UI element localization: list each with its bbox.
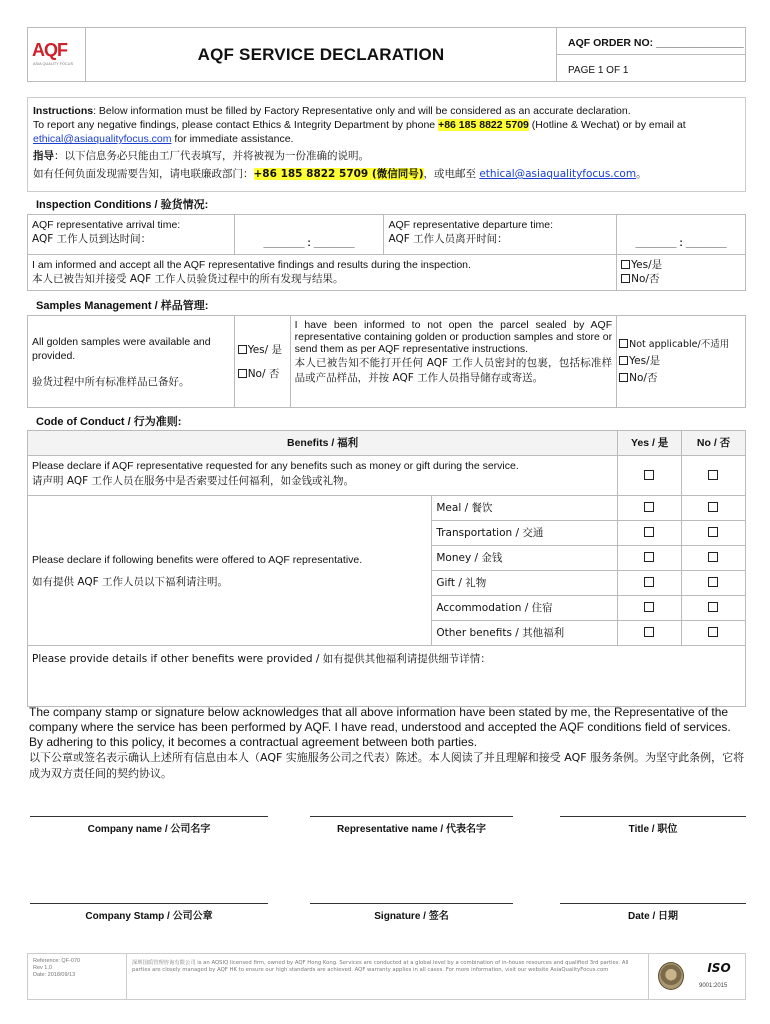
instructions-zh-text: ：以下信息务必只能由工厂代表填写，并将被视为一份准确的说明。 xyxy=(54,150,369,162)
instructions-text: : Below information must be filled by Factory Representative only and will be considered as an accurate declaration. xyxy=(93,105,631,117)
instructions-zh-2 xyxy=(33,166,740,182)
order-number[interactable]: AQF ORDER NO: _______________ xyxy=(557,28,746,55)
arrival-label-zh: AQF 工作人员到达时间： xyxy=(32,233,152,245)
accommodation-yes-checkbox[interactable] xyxy=(644,602,654,612)
gift-no-cell xyxy=(682,571,746,596)
golden-samples-zh: 验货过程中所有标准样品已备好。 xyxy=(32,375,190,388)
benefit-item: Money / 金钱 xyxy=(432,546,618,571)
golden-yes-option[interactable] xyxy=(238,343,287,357)
gift-yes-cell xyxy=(618,571,682,596)
golden-samples-en: All golden samples were available and provided. xyxy=(32,335,211,362)
request-yes-checkbox[interactable] xyxy=(644,470,654,480)
logo-mark: AQF xyxy=(32,40,67,60)
iso-logo-icon: ISO xyxy=(707,961,731,975)
report-zh-text-2: ，或电邮至 xyxy=(423,168,480,180)
logo-cell xyxy=(28,28,86,81)
instructions-zh-1 xyxy=(33,148,740,164)
page-title: AQF SERVICE DECLARATION xyxy=(197,44,445,64)
report-zh-text-3: 。 xyxy=(636,168,647,180)
page-number: PAGE 1 OF 1 xyxy=(568,65,629,76)
parcel-no-option[interactable] xyxy=(619,370,743,387)
acknowledgement-zh: 以下公章或签名表示确认上述所有信息由本人（AQF 实施服务公司之代表）陈述。本人阅读了并且理解和接受 AQF 服务条例。为坚守此条例，它将成为双方责任间的契约协议。 xyxy=(29,751,745,780)
accreditation-seal-icon xyxy=(658,962,684,990)
other-yes-cell xyxy=(618,621,682,646)
accept-yes-label: Yes/是 xyxy=(631,259,663,271)
samples-heading: Samples Management / 样品管理: xyxy=(36,300,209,312)
departure-label-zh: AQF 工作人员离开时间： xyxy=(388,233,508,245)
benefit-item: Other benefits / 其他福利 xyxy=(432,621,618,646)
benefits-offered-en: Please declare if following benefits were offered to AQF representative. xyxy=(32,553,363,566)
other-benefits-details[interactable]: Please provide details if other benefits were provided / 如有提供其他福利请提供细节详情： xyxy=(28,646,746,707)
accommodation-no-cell xyxy=(682,596,746,621)
accept-no-label: No/否 xyxy=(631,273,660,285)
accommodation-yes-cell xyxy=(618,596,682,621)
no-header: No / 否 xyxy=(682,431,746,456)
accommodation-no-checkbox[interactable] xyxy=(708,602,718,612)
accept-findings-zh: 本人已被告知并接受 AQF 工作人员验货过程中的所有发现与结果。 xyxy=(32,273,344,285)
transport-no-cell xyxy=(682,521,746,546)
meal-no-checkbox[interactable] xyxy=(708,502,718,512)
checkbox-icon[interactable] xyxy=(238,369,247,378)
other-no-cell xyxy=(682,621,746,646)
certification-badges xyxy=(649,954,746,999)
arrival-label-cell xyxy=(28,215,235,255)
instructions-box xyxy=(27,97,746,192)
benefit-item: Meal / 餐饮 xyxy=(432,496,618,521)
instructions-en-1 xyxy=(33,104,740,118)
golden-no-option[interactable] xyxy=(238,367,287,381)
other-yes-checkbox[interactable] xyxy=(644,627,654,637)
aqf-logo xyxy=(32,38,82,68)
parcel-yes-label: Yes/是 xyxy=(629,355,661,367)
email-link-zh[interactable]: ethical@asiaqualityfocus.com xyxy=(479,168,637,180)
accept-no-option[interactable] xyxy=(621,272,741,286)
checkbox-icon[interactable] xyxy=(621,260,630,269)
golden-no-label: No/ 否 xyxy=(247,367,280,380)
inspection-table xyxy=(27,214,746,291)
transport-yes-cell xyxy=(618,521,682,546)
report-text-3: for immediate assistance. xyxy=(171,133,294,145)
parcel-no-label: No/否 xyxy=(629,372,658,384)
accept-findings-cell xyxy=(28,255,617,291)
golden-yes-label: Yes/ 是 xyxy=(247,343,283,356)
acknowledgement xyxy=(29,705,745,782)
request-no-cell xyxy=(682,456,746,496)
logo-subtitle: ASIA QUALITY FOCUS xyxy=(33,62,74,66)
money-no-checkbox[interactable] xyxy=(708,552,718,562)
parcel-na-label: Not applicable/不适用 xyxy=(629,339,730,350)
departure-time-field[interactable]: _______ : _______ xyxy=(617,215,746,255)
money-no-cell xyxy=(682,546,746,571)
date-field[interactable]: Date / 日期 xyxy=(560,903,746,922)
title-cell xyxy=(86,28,557,81)
arrival-label-en: AQF representative arrival time: xyxy=(32,219,181,231)
benefits-offered-zh: 如有提供 AQF 工作人员以下福利请注明。 xyxy=(32,575,228,588)
yes-header: Yes / 是 xyxy=(618,431,682,456)
revision: Rev 1.0 xyxy=(33,965,52,971)
departure-label-en: AQF representative departure time: xyxy=(388,219,554,231)
representative-name-field[interactable]: Representative name / 代表名字 xyxy=(310,816,513,835)
meal-yes-cell xyxy=(618,496,682,521)
email-link[interactable]: ethical@asiaqualityfocus.com xyxy=(33,133,172,145)
conduct-heading: Code of Conduct / 行为准则: xyxy=(36,416,182,428)
header-box xyxy=(27,27,746,82)
footer-disclaimer: 深圳国质管理咨询有限公司 is an AQSIQ licensed firm, owned by AQF Hong Kong. Services are conducted at a global level by a combination of in-house resources and qualified 3rd parties. All parties are closely managed by AQF HK to ensure our high standards are achieved. AQF warranty applies in all cases. For more information, visit our website AsiaQualityFocus.com xyxy=(127,954,649,999)
meal-no-cell xyxy=(682,496,746,521)
gift-yes-checkbox[interactable] xyxy=(644,577,654,587)
accept-findings-en: I am informed and accept all the AQF representative findings and results during the inspection. xyxy=(32,259,471,271)
accept-options-cell xyxy=(617,255,746,291)
benefits-request-cell xyxy=(28,456,618,496)
golden-options-cell xyxy=(234,316,290,408)
hotline-phone: +86 185 8822 5709 xyxy=(438,119,529,131)
checkbox-icon[interactable] xyxy=(619,373,628,382)
reference-number: Reference: QF-070 xyxy=(33,958,81,964)
checkbox-icon[interactable] xyxy=(621,274,630,283)
report-text: To report any negative findings, please contact Ethics & Integrity Department by phone xyxy=(33,119,439,131)
hotline-phone-zh: +86 185 8822 5709 (微信同号) xyxy=(253,168,424,180)
checkbox-icon[interactable] xyxy=(238,345,247,354)
benefits-request-en: Please declare if AQF representative requested for any benefits such as money or gift during the service. xyxy=(32,460,519,472)
instructions-zh-label: 指导 xyxy=(33,150,54,162)
iso-standard: 9001:2015 xyxy=(699,983,728,989)
samples-table xyxy=(27,315,746,408)
report-text-2: (Hotline & Wechat) or by email at xyxy=(528,119,686,131)
acknowledgement-en: The company stamp or signature below acknowledges that all above information have been stated by me, the Representative of the company where the service has been performed by AQF. I have read, understood and accepted the AQF conditions field of services. By adhering to this policy, it becomes a contractual agreement between both parties. xyxy=(29,705,731,749)
transport-yes-checkbox[interactable] xyxy=(644,527,654,537)
accept-yes-option[interactable] xyxy=(621,258,741,272)
benefit-item: Gift / 礼物 xyxy=(432,571,618,596)
request-no-checkbox[interactable] xyxy=(708,470,718,480)
parcel-zh: 本人已被告知不能打开任何 AQF 工作人员密封的包裹，包括标准样品或产品样品，并按 AQF 工作人员指导储存或寄送。 xyxy=(294,357,613,384)
departure-label-cell xyxy=(384,215,617,255)
golden-samples-cell xyxy=(28,316,235,408)
checkbox-icon[interactable] xyxy=(619,356,628,365)
gift-no-checkbox[interactable] xyxy=(708,577,718,587)
company-stamp-field[interactable]: Company Stamp / 公司公章 xyxy=(30,903,268,922)
signature-field[interactable]: Signature / 签名 xyxy=(310,903,513,922)
conduct-table xyxy=(27,430,746,707)
instructions-label: Instructions xyxy=(33,105,94,117)
money-yes-checkbox[interactable] xyxy=(644,552,654,562)
benefits-header: Benefits / 福利 xyxy=(28,431,618,456)
transport-no-checkbox[interactable] xyxy=(708,527,718,537)
money-yes-cell xyxy=(618,546,682,571)
arrival-time-field[interactable]: _______ : _______ xyxy=(234,215,384,255)
benefit-item: Accommodation / 住宿 xyxy=(432,596,618,621)
inspection-heading: Inspection Conditions / 验货情况: xyxy=(36,199,209,211)
checkbox-icon[interactable] xyxy=(619,339,628,348)
parcel-options-cell xyxy=(617,316,746,408)
benefits-request-zh: 请声明 AQF 工作人员在服务中是否索要过任何福利，如金钱或礼物。 xyxy=(32,475,354,487)
benefit-item: Transportation / 交通 xyxy=(432,521,618,546)
reference-cell xyxy=(28,954,127,999)
footer xyxy=(27,953,746,1000)
report-zh-text: 如有任何负面发现需要告知，请电联廉政部门： xyxy=(33,168,254,180)
request-yes-cell xyxy=(618,456,682,496)
parcel-yes-option[interactable] xyxy=(619,353,743,370)
parcel-na-option[interactable] xyxy=(619,336,743,353)
parcel-en: I have been informed to not open the parcel sealed by AQF representative containing golden or production samples and store or send them as per AQF representative instructions. xyxy=(294,319,613,355)
other-no-checkbox[interactable] xyxy=(708,627,718,637)
revision-date: Date: 2018/09/13 xyxy=(33,972,76,978)
parcel-cell xyxy=(290,316,617,408)
benefits-offered-cell xyxy=(28,496,432,646)
instructions-en-2 xyxy=(33,118,740,146)
company-name-field[interactable]: Company name / 公司名字 xyxy=(30,816,268,835)
title-field[interactable]: Title / 职位 xyxy=(560,816,746,835)
meal-yes-checkbox[interactable] xyxy=(644,502,654,512)
